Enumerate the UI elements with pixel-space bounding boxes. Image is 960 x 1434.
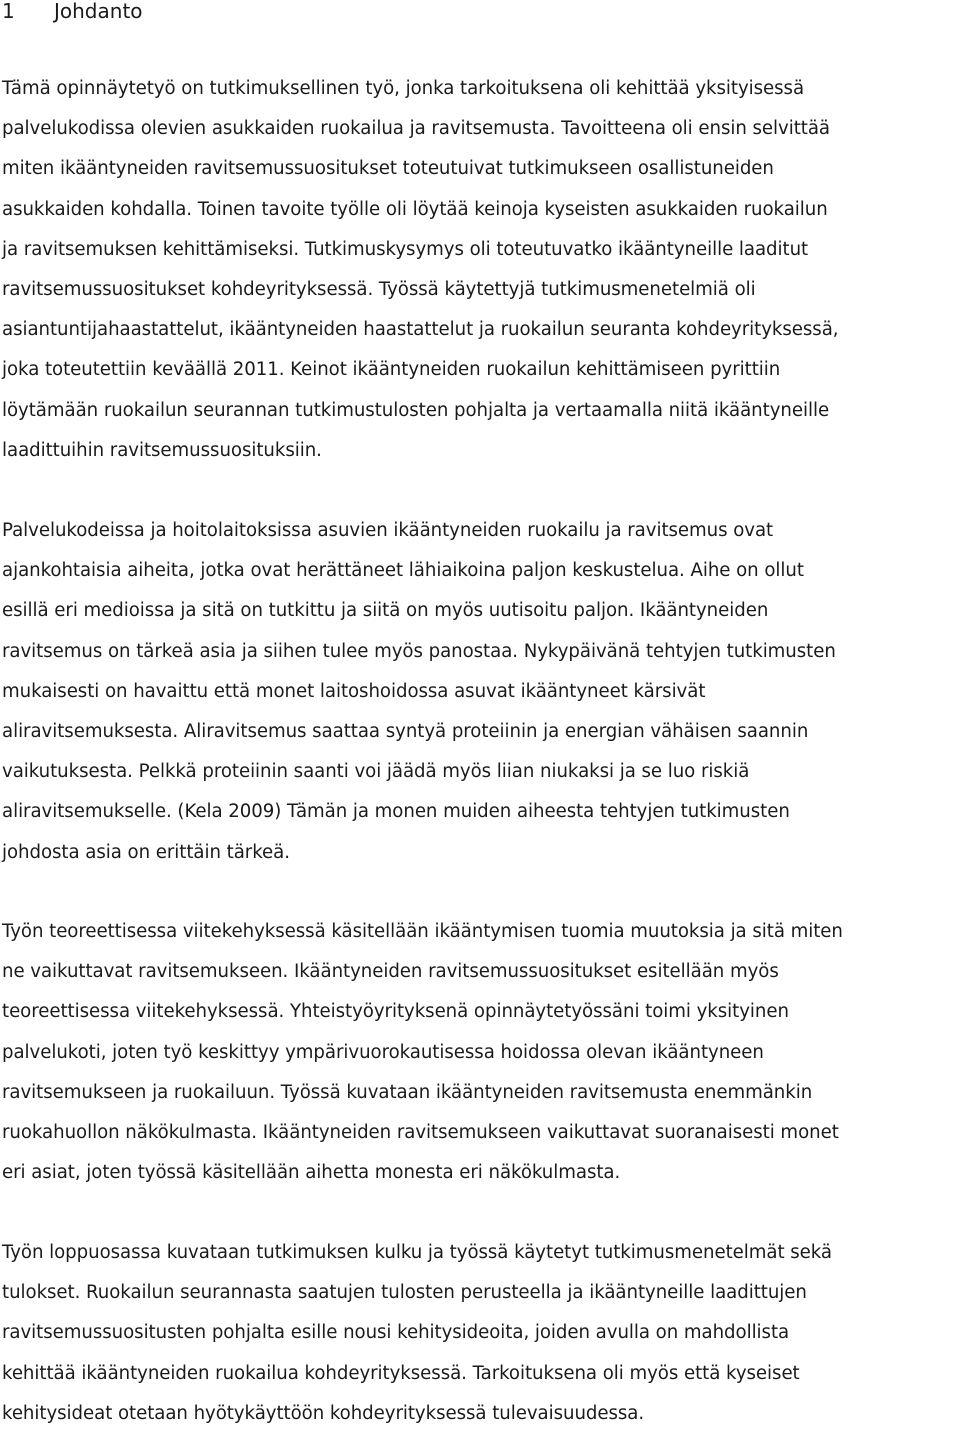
- text-line: aliravitsemukselle. (Kela 2009) Tämän ja monen muiden aiheesta tehtyjen tutkimusten: [2, 801, 790, 823]
- text-line: asiantuntijahaastattelut, ikääntyneiden haastattelut ja ruokailun seuranta kohdeyrityksessä,: [2, 319, 839, 341]
- text-line: tulokset. Ruokailun seurannasta saatujen tulosten perusteella ja ikääntyneille laadittujen: [2, 1282, 807, 1304]
- text-line: teoreettisessa viitekehyksessä. Yhteistyöyrityksenä opinnäytetyössäni toimi yksityinen: [2, 1001, 789, 1023]
- paragraph-2: [2, 511, 960, 873]
- text-line: ravitsemussuositukset kohdeyrityksessä. Työssä käytettyjä tutkimusmenetelmiä oli: [2, 278, 756, 300]
- text-line: vaikutuksesta. Pelkkä proteiinin saanti voi jäädä myös liian niukaksi ja se luo riskiä: [2, 761, 750, 783]
- text-line: Työn loppuosassa kuvataan tutkimuksen kulku ja työssä käytetyt tutkimusmenetelmät sekä: [2, 1242, 832, 1263]
- text-line: laadittuihin ravitsemussuosituksiin.: [2, 439, 322, 461]
- text-line: miten ikääntyneiden ravitsemussuositukset toteutuivat tutkimukseen osallistuneiden: [2, 158, 774, 180]
- text-line: Palvelukodeissa ja hoitolaitoksissa asuvien ikääntyneiden ruokailu ja ravitsemus ovat: [2, 520, 774, 541]
- text-line: löytämään ruokailun seurannan tutkimustulosten pohjalta ja vertaamalla niitä ikääntyneille: [2, 399, 830, 421]
- text-line: palvelukodissa olevien asukkaiden ruokailua ja ravitsemusta. Tavoitteena oli ensin selvittää: [2, 118, 831, 140]
- paragraph-1: [2, 69, 960, 471]
- text-line: johdosta asia on erittäin tärkeä.: [2, 841, 290, 863]
- text-line: ajankohtaisia aiheita, jotka ovat herättäneet lähiaikoina paljon keskustelua. Aihe on ollut: [2, 560, 804, 582]
- text-line: joka toteutettiin keväällä 2011. Keinot ikääntyneiden ruokailun kehittämiseen pyrittiin: [2, 359, 781, 381]
- text-line: ravitsemukseen ja ruokailuun. Työssä kuvataan ikääntyneiden ravitsemusta enemmänkin: [2, 1081, 813, 1103]
- text-line: aliravitsemuksesta. Aliravitsemus saattaa syntyä proteiinin ja energian vähäisen saannin: [2, 720, 809, 742]
- text-line: ja ravitsemuksen kehittämiseksi. Tutkimuskysymys oli toteutuvatko ikääntyneille laaditut: [2, 238, 809, 260]
- paragraph-4: [2, 1233, 960, 1434]
- text-line: kehitysideat otetaan hyötykäyttöön kohdeyrityksessä tulevaisuudessa.: [2, 1402, 645, 1424]
- section-heading: [2, 0, 143, 24]
- text-line: eri asiat, joten työssä käsitellään aihetta monesta eri näkökulmasta.: [2, 1162, 621, 1184]
- text-line: kehittää ikääntyneiden ruokailua kohdeyrityksessä. Tarkoituksena oli myös että kyseiset: [2, 1362, 800, 1384]
- text-line: ne vaikuttavat ravitsemukseen. Ikääntyneiden ravitsemussuositukset esitellään myös: [2, 961, 779, 983]
- text-line: esillä eri medioissa ja sitä on tutkittu ja siitä on myös uutisoitu paljon. Ikääntyneiden: [2, 600, 769, 622]
- text-line: ravitsemus on tärkeä asia ja siihen tulee myös panostaa. Nykypäivänä tehtyjen tutkimusten: [2, 640, 836, 662]
- text-line: Tämä opinnäytetyö on tutkimuksellinen työ, jonka tarkoituksena oli kehittää yksityisessä: [2, 78, 805, 99]
- text-line: ruokahuollon näkökulmasta. Ikääntyneiden ravitsemukseen vaikuttavat suoranaisesti monet: [2, 1121, 839, 1143]
- section-number: 1: [2, 0, 15, 23]
- text-line: Työn teoreettisessa viitekehyksessä käsitellään ikääntymisen tuomia muutoksia ja sitä miten: [2, 921, 843, 942]
- text-line: palvelukoti, joten työ keskittyy ympärivuorokautisessa hoidossa olevan ikääntyneen: [2, 1041, 764, 1063]
- paragraph-3: [2, 912, 960, 1193]
- section-title: Johdanto: [54, 0, 143, 23]
- text-line: ravitsemussuositusten pohjalta esille nousi kehitysideoita, joiden avulla on mahdollista: [2, 1322, 790, 1344]
- text-line: mukaisesti on havaittu että monet laitoshoidossa asuvat ikääntyneet kärsivät: [2, 680, 706, 702]
- text-line: asukkaiden kohdalla. Toinen tavoite työlle oli löytää keinoja kyseisten asukkaiden ruokailun: [2, 198, 828, 220]
